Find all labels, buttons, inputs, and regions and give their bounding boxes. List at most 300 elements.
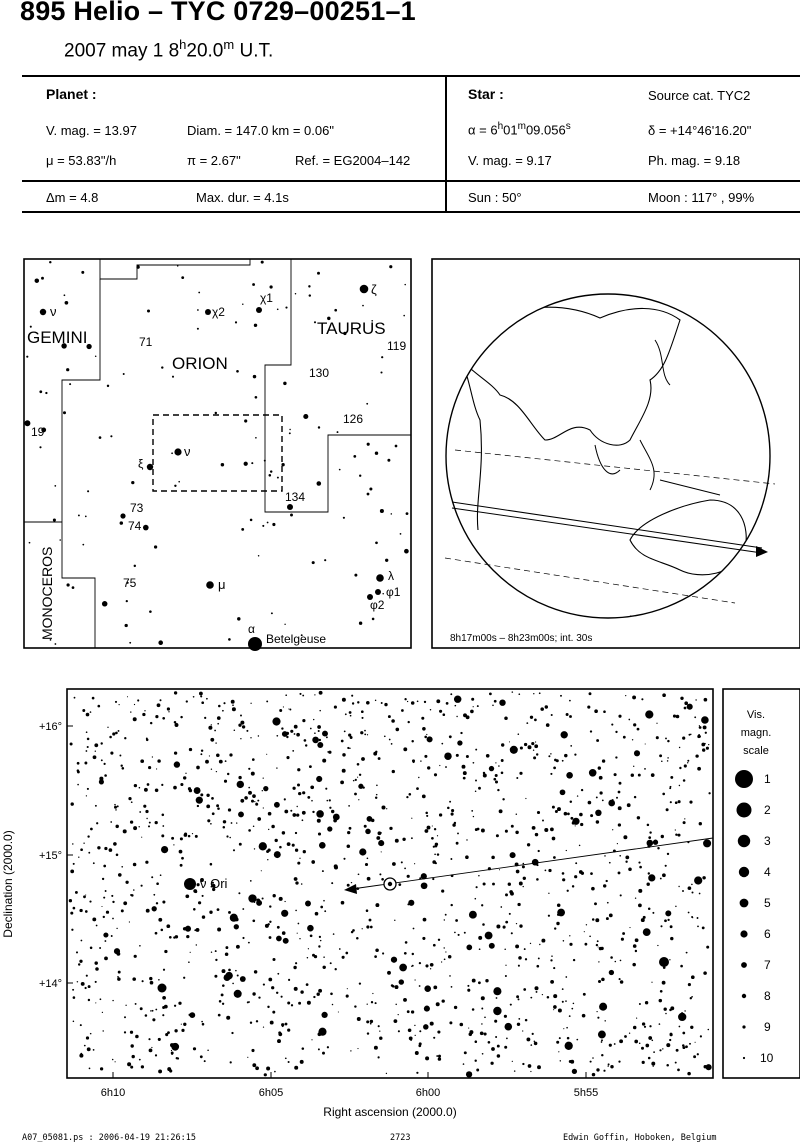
background-star — [257, 817, 261, 821]
background-star — [490, 1062, 493, 1065]
background-star — [235, 321, 237, 323]
background-star — [156, 902, 158, 904]
background-star — [634, 796, 636, 798]
background-star — [595, 918, 599, 922]
background-star — [391, 743, 393, 745]
background-star — [250, 880, 252, 882]
background-star — [434, 828, 436, 830]
background-star — [197, 805, 199, 807]
background-star — [649, 1025, 651, 1027]
date-minute-mark: m — [223, 37, 235, 52]
background-star — [478, 936, 482, 940]
background-star — [376, 905, 378, 907]
background-star — [611, 724, 613, 726]
background-star — [222, 969, 226, 973]
background-star — [290, 730, 293, 733]
y-tick-label: +14° — [38, 978, 62, 990]
background-star — [369, 919, 372, 922]
background-star — [550, 959, 552, 961]
background-star — [216, 804, 219, 807]
background-star — [677, 834, 680, 837]
background-star — [528, 1064, 532, 1068]
background-star — [524, 743, 527, 746]
background-star — [64, 294, 66, 296]
background-star — [403, 747, 407, 751]
background-star — [284, 901, 285, 902]
background-star — [145, 861, 148, 864]
background-star — [505, 975, 507, 977]
background-star — [466, 755, 469, 758]
background-star — [94, 743, 98, 747]
background-star — [518, 965, 520, 967]
background-star — [161, 929, 164, 932]
star-marker — [256, 307, 262, 313]
background-star — [252, 283, 255, 286]
background-star — [381, 805, 385, 809]
background-star — [301, 883, 303, 885]
earth-globe-panel — [432, 259, 800, 648]
background-star — [708, 744, 709, 745]
background-star — [435, 843, 438, 846]
background-star — [669, 787, 671, 789]
background-star — [88, 852, 90, 854]
background-star — [99, 436, 102, 439]
background-star — [575, 862, 577, 864]
background-star — [398, 883, 401, 886]
background-star — [316, 810, 324, 818]
background-star — [648, 907, 651, 910]
background-star — [379, 1030, 380, 1031]
background-star — [699, 725, 700, 726]
background-star — [344, 731, 346, 733]
background-star — [558, 1009, 562, 1013]
background-star — [284, 624, 285, 625]
background-star — [418, 1044, 421, 1047]
background-star — [283, 382, 286, 385]
background-star — [596, 1068, 599, 1071]
scale-title-line: scale — [743, 745, 769, 757]
map-star-label: λ — [388, 569, 394, 583]
background-star — [379, 1036, 382, 1039]
background-star — [102, 878, 104, 880]
background-star — [144, 710, 145, 711]
background-star — [572, 822, 575, 825]
background-star — [129, 642, 131, 644]
background-star — [501, 743, 504, 746]
background-star — [246, 730, 248, 732]
background-star — [266, 1067, 270, 1071]
background-star — [518, 693, 520, 695]
background-star — [229, 753, 232, 756]
background-star — [653, 1051, 655, 1053]
background-star — [423, 1024, 429, 1030]
background-star — [683, 779, 686, 782]
background-star — [318, 1048, 320, 1050]
background-star — [183, 977, 185, 979]
background-star — [441, 961, 442, 962]
background-star — [417, 700, 419, 702]
background-star — [395, 445, 398, 448]
background-star — [652, 912, 654, 914]
background-star — [504, 1046, 507, 1049]
planet-motion: μ = 53.83"/h — [46, 153, 117, 168]
background-star — [307, 957, 308, 958]
background-star — [81, 982, 85, 986]
background-star — [607, 902, 609, 904]
background-star — [236, 822, 237, 823]
background-star — [530, 716, 533, 719]
background-star — [464, 932, 466, 934]
background-star — [424, 701, 426, 703]
background-star — [87, 835, 89, 837]
background-star — [691, 884, 693, 886]
background-star — [366, 909, 369, 912]
background-star — [588, 801, 592, 805]
background-star — [110, 435, 112, 437]
planet-vmag: V. mag. = 13.97 — [46, 123, 137, 138]
background-star — [100, 1067, 103, 1070]
background-star — [134, 955, 137, 958]
background-star — [117, 805, 119, 807]
background-star — [592, 918, 595, 921]
background-star — [239, 843, 242, 846]
background-star — [215, 412, 217, 414]
sun-elongation: Sun : 50° — [468, 190, 522, 205]
background-star — [433, 986, 437, 990]
background-star — [251, 1049, 254, 1052]
background-star — [318, 989, 322, 993]
background-star — [517, 903, 520, 906]
background-star — [659, 1049, 661, 1051]
background-star — [420, 760, 421, 761]
background-star — [90, 711, 92, 713]
background-star — [294, 725, 298, 729]
background-star — [669, 1009, 672, 1012]
background-star — [468, 1028, 469, 1029]
background-star — [374, 955, 377, 958]
background-star — [423, 918, 427, 922]
background-star — [244, 462, 248, 466]
background-star — [297, 768, 300, 771]
background-star — [466, 945, 472, 951]
background-star — [411, 701, 415, 705]
background-star — [238, 776, 241, 779]
background-star — [548, 755, 550, 757]
background-star — [527, 843, 530, 846]
background-star — [548, 893, 549, 894]
background-star — [212, 812, 215, 815]
background-star — [652, 1040, 654, 1042]
background-star — [494, 700, 497, 703]
background-star — [171, 837, 174, 840]
background-star — [551, 714, 553, 716]
background-star — [151, 876, 153, 878]
background-star — [317, 481, 322, 486]
background-star — [462, 765, 466, 769]
background-star — [590, 814, 593, 817]
background-star — [497, 1054, 500, 1057]
background-star — [695, 699, 696, 700]
background-star — [240, 799, 244, 803]
background-star — [430, 968, 431, 969]
background-star — [552, 806, 555, 809]
background-star — [555, 810, 558, 813]
background-star — [241, 528, 244, 531]
background-star — [288, 708, 289, 709]
background-star — [542, 994, 543, 995]
background-star — [76, 951, 78, 953]
background-star — [554, 759, 557, 762]
background-star — [682, 890, 684, 892]
background-star — [297, 806, 298, 807]
background-star — [526, 722, 528, 724]
background-star — [302, 811, 306, 815]
background-star — [685, 1045, 688, 1048]
background-star — [505, 893, 508, 896]
background-star — [94, 961, 97, 964]
background-star — [424, 985, 431, 992]
background-star — [96, 925, 98, 927]
background-star — [454, 932, 456, 934]
background-star — [546, 723, 550, 727]
background-star — [205, 760, 209, 764]
background-star — [39, 446, 41, 448]
background-star — [147, 783, 150, 786]
background-star — [615, 731, 617, 733]
background-star — [569, 715, 572, 718]
background-star — [228, 911, 231, 914]
background-star — [556, 1041, 559, 1044]
background-star — [276, 992, 278, 994]
background-star — [360, 731, 363, 734]
background-star — [406, 512, 409, 515]
background-star — [375, 451, 378, 454]
background-star — [218, 705, 221, 708]
background-star — [582, 1014, 586, 1018]
background-star — [142, 713, 145, 716]
background-star — [647, 840, 654, 847]
background-star — [699, 726, 702, 729]
background-star — [422, 727, 426, 731]
background-star — [300, 1060, 304, 1064]
background-star — [351, 695, 353, 697]
background-star — [206, 805, 210, 809]
background-star — [637, 816, 640, 819]
background-star — [313, 719, 314, 720]
background-star — [594, 709, 598, 713]
background-star — [231, 1032, 233, 1034]
background-star — [119, 755, 121, 757]
background-star — [638, 862, 640, 864]
background-star — [67, 583, 70, 586]
background-star — [178, 1002, 181, 1005]
footer-author: Edwin Goffin, Hoboken, Belgium — [563, 1133, 717, 1143]
background-star — [163, 969, 165, 971]
constellation-map — [24, 259, 411, 651]
background-star — [188, 961, 190, 963]
background-star — [97, 846, 100, 849]
background-star — [86, 1036, 89, 1039]
background-star — [601, 1039, 603, 1041]
background-star — [272, 1011, 275, 1014]
background-star — [317, 725, 321, 729]
background-star — [353, 455, 356, 458]
background-star — [266, 700, 268, 702]
background-star — [215, 959, 217, 961]
background-star — [629, 1033, 630, 1034]
background-star — [291, 1004, 293, 1006]
background-star — [516, 813, 517, 814]
background-star — [510, 1004, 512, 1006]
background-star — [381, 851, 382, 852]
background-star — [614, 1043, 616, 1045]
background-star — [318, 832, 321, 835]
background-star — [437, 853, 439, 855]
background-star — [449, 975, 451, 977]
background-star — [532, 1033, 534, 1035]
background-star — [637, 728, 640, 731]
background-star — [478, 981, 481, 984]
background-star — [324, 559, 326, 561]
background-star — [661, 760, 663, 762]
background-star — [691, 975, 695, 979]
background-star — [223, 826, 226, 829]
background-star — [164, 1005, 168, 1009]
background-star — [493, 987, 501, 995]
background-star — [567, 890, 569, 892]
background-star — [107, 727, 108, 728]
background-star — [106, 911, 109, 914]
background-star — [299, 938, 300, 939]
background-star — [72, 989, 74, 991]
background-star — [367, 1004, 368, 1005]
background-star — [157, 759, 160, 762]
background-star — [279, 709, 282, 712]
background-star — [175, 935, 178, 938]
background-star — [311, 800, 313, 802]
background-star — [150, 722, 152, 724]
planet-diameter: Diam. = 147.0 km = 0.06" — [187, 123, 334, 138]
background-star — [317, 819, 321, 823]
background-star — [356, 937, 359, 940]
background-star — [553, 1009, 554, 1010]
background-star — [592, 1073, 596, 1077]
background-star — [444, 958, 446, 960]
background-star — [95, 751, 96, 752]
background-star — [277, 308, 279, 310]
background-star — [242, 725, 245, 728]
background-star — [557, 807, 561, 811]
background-star — [232, 704, 234, 706]
background-star — [509, 741, 510, 742]
background-star — [476, 886, 478, 888]
background-star — [697, 926, 699, 928]
background-star — [445, 951, 446, 952]
background-star — [670, 925, 673, 928]
background-star — [391, 513, 393, 515]
background-star — [353, 780, 355, 782]
background-star — [63, 411, 66, 414]
background-star — [83, 895, 86, 898]
background-star — [681, 1012, 683, 1014]
background-star — [451, 986, 453, 988]
background-star — [569, 1060, 572, 1063]
background-star — [662, 981, 666, 985]
background-star — [392, 862, 396, 866]
background-star — [186, 700, 188, 702]
background-star — [570, 817, 573, 820]
background-star — [207, 1050, 209, 1052]
background-star — [255, 437, 257, 439]
background-star — [302, 719, 305, 722]
background-star — [115, 701, 117, 703]
background-star — [130, 820, 133, 823]
ra-prefix: α = 6 — [468, 122, 498, 138]
background-star — [160, 874, 162, 876]
background-star — [536, 878, 539, 881]
background-star — [676, 715, 680, 719]
background-star — [653, 1066, 654, 1067]
background-star — [573, 959, 575, 961]
background-star — [149, 822, 151, 824]
date-minutes: 20.0 — [186, 40, 224, 62]
background-star — [330, 962, 332, 964]
background-star — [285, 307, 287, 309]
background-star — [174, 691, 177, 694]
background-star — [579, 870, 583, 874]
background-star — [584, 931, 585, 932]
background-star — [492, 705, 494, 707]
y-axis-label: Declination (2000.0) — [1, 830, 15, 938]
map-star-label: ζ — [371, 282, 377, 297]
background-star — [422, 937, 425, 940]
background-star — [122, 767, 125, 770]
background-star — [184, 832, 187, 835]
background-star — [351, 882, 352, 883]
background-star — [287, 1002, 290, 1005]
background-star — [705, 732, 707, 734]
background-star — [199, 692, 203, 696]
background-star — [372, 993, 373, 994]
background-star — [295, 962, 297, 964]
background-star — [697, 917, 699, 919]
background-star — [548, 915, 550, 917]
background-star — [118, 971, 121, 974]
background-star — [319, 936, 321, 938]
map-star-label: μ — [218, 577, 226, 592]
background-star — [639, 866, 642, 869]
background-star — [266, 754, 267, 755]
background-star — [411, 740, 413, 742]
background-star — [276, 936, 282, 942]
background-star — [563, 1028, 564, 1029]
background-star — [471, 1032, 473, 1034]
background-star — [155, 1054, 157, 1056]
background-star — [240, 976, 246, 982]
background-star — [450, 858, 452, 860]
background-star — [411, 1010, 414, 1013]
background-star — [125, 1005, 126, 1006]
background-star — [84, 1045, 86, 1047]
background-star — [608, 800, 615, 807]
star-marker — [158, 984, 167, 993]
background-star — [222, 1003, 224, 1005]
background-star — [583, 993, 586, 996]
background-star — [482, 923, 485, 926]
background-star — [389, 739, 391, 741]
background-star — [87, 738, 90, 741]
background-star — [140, 1007, 143, 1010]
